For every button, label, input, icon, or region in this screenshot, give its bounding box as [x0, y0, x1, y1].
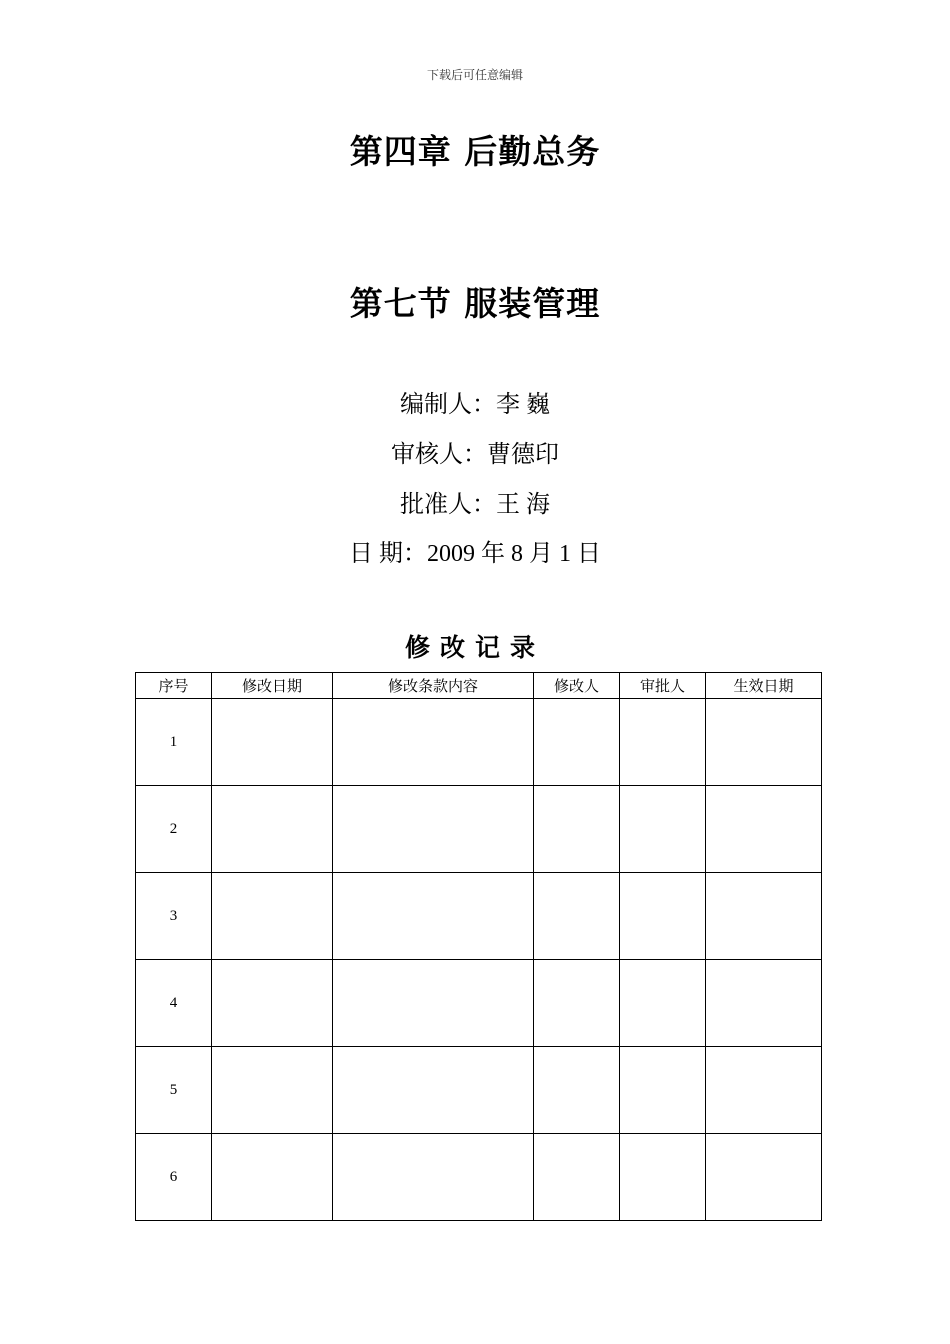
header-note: 下载后可任意编辑 — [426, 68, 523, 82]
approver-line: 批准人：王 海 — [400, 492, 550, 518]
reviewer-line: 审核人：曹德印 — [391, 442, 559, 468]
cell-clause-content — [333, 873, 534, 960]
cell-modifier — [534, 960, 620, 1047]
cell-effective-date — [706, 1047, 822, 1134]
row-seq: 1 — [136, 699, 212, 786]
cell-approver — [620, 1047, 706, 1134]
section-title: 第七节 服装管理 — [349, 284, 601, 323]
chapter-title: 第四章 后勤总务 — [349, 132, 601, 171]
header-approver: 审批人 — [620, 673, 706, 699]
cell-approver — [620, 960, 706, 1047]
cell-clause-content — [333, 786, 534, 873]
cell-modify-date — [212, 873, 333, 960]
cell-approver — [620, 1134, 706, 1221]
cell-effective-date — [706, 1134, 822, 1221]
revision-table — [135, 672, 822, 1221]
row-seq: 4 — [136, 960, 212, 1047]
table-row — [136, 1047, 822, 1134]
cell-modify-date — [212, 699, 333, 786]
cell-modifier — [534, 699, 620, 786]
record-title: 修改记录 — [404, 633, 545, 662]
cell-modify-date — [212, 1047, 333, 1134]
header-effective-date: 生效日期 — [706, 673, 822, 699]
cell-clause-content — [333, 699, 534, 786]
cell-effective-date — [706, 786, 822, 873]
compiler-line: 编制人：李 巍 — [400, 392, 550, 418]
cell-clause-content — [333, 1047, 534, 1134]
table-row — [136, 786, 822, 873]
cell-modifier — [534, 1047, 620, 1134]
cell-approver — [620, 873, 706, 960]
cell-approver — [620, 699, 706, 786]
table-row — [136, 960, 822, 1047]
table-row — [136, 699, 822, 786]
cell-modify-date — [212, 1134, 333, 1221]
table-header-row — [136, 673, 822, 699]
header-seq: 序号 — [136, 673, 212, 699]
cell-clause-content — [333, 1134, 534, 1221]
row-seq: 2 — [136, 786, 212, 873]
cell-modify-date — [212, 960, 333, 1047]
cell-modifier — [534, 786, 620, 873]
header-modify-date: 修改日期 — [212, 673, 333, 699]
cell-modify-date — [212, 786, 333, 873]
row-seq: 6 — [136, 1134, 212, 1221]
cell-modifier — [534, 873, 620, 960]
row-seq: 3 — [136, 873, 212, 960]
cell-approver — [620, 786, 706, 873]
cell-effective-date — [706, 699, 822, 786]
date-line: 日 期：2009 年 8 月 1 日 — [349, 541, 601, 567]
cell-effective-date — [706, 960, 822, 1047]
cell-clause-content — [333, 960, 534, 1047]
table-row — [136, 873, 822, 960]
header-clause-content: 修改条款内容 — [333, 673, 534, 699]
table-row — [136, 1134, 822, 1221]
cell-modifier — [534, 1134, 620, 1221]
row-seq: 5 — [136, 1047, 212, 1134]
cell-effective-date — [706, 873, 822, 960]
header-modifier: 修改人 — [534, 673, 620, 699]
